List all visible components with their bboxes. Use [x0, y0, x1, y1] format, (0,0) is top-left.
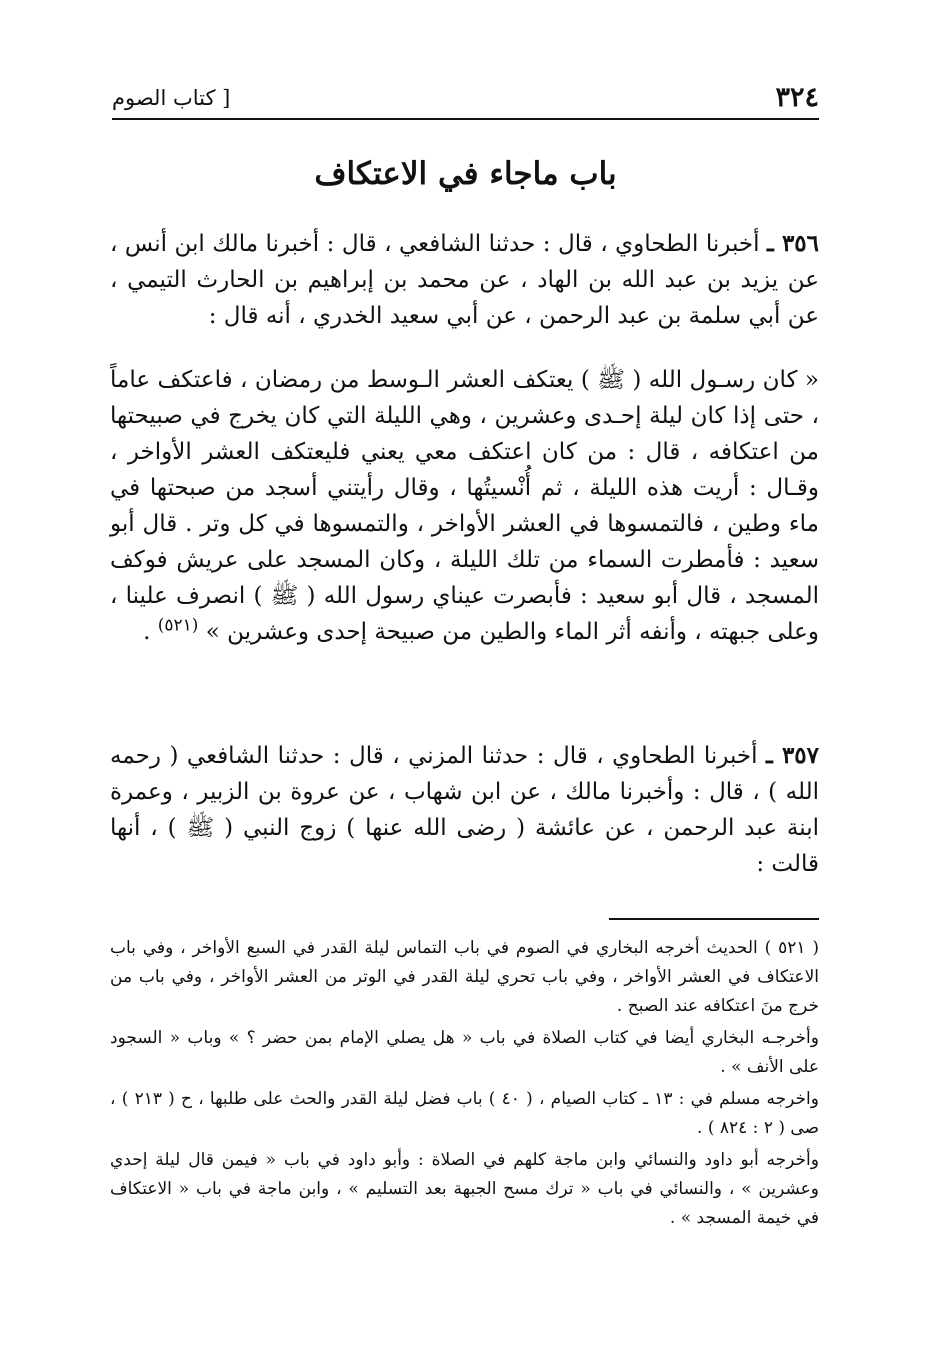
hadith-number: ٣٥٦ ـ	[767, 230, 820, 257]
footnote-reference[interactable]: (٥٢١)	[157, 615, 199, 636]
footnote-521: ( ٥٢١ ) الحديث أخرجه البخاري في الصوم في باب التماس ليلة القدر في السبع الأواخر ، وفي باب الاعتكاف في العشر الأواخر ، وفي باب تحري ليلة القدر في الوتر من العشر الأواخر ، وفي باب من خرج منَ اعتكافه عند الصبح .	[110, 938, 819, 1016]
footnote-separator	[609, 918, 819, 920]
hadith-number: ٣٥٧ ـ	[766, 742, 819, 769]
hadith-356	[110, 226, 819, 334]
matn-text: « كان رسـول الله ( ﷺ ) يعتكف العشر الـوسط من رمضان ، فاعتكف عاماً ، حتى إذا كان ليلة إحـدى وعشرين ، وهي الليلة التي كان يخرج في صبيحتها من اعتكافه ، قال : من كان اعتكف معي يعني فليعتكف العشر الأواخر ، وقـال : أريت هذه الليلة ، ثم أُنْسيتُها ، وقال رأيتني أسجد من صبحتها في ماء وطين ، فالتمسوها في العشر الأواخر ، والتمسوها في كل وتر . قال أبو سعيد : فأمطرت السماء من تلك الليلة ، وكان المسجد على عريش فوكف المسجد ، قال أبو سعيد : فأبصرت عيناي رسول الله ( ﷺ ) انصرف علينا ، وعلى جبهته ، وأنفه أثر الماء والطين من صبيحة إحدى وعشرين »	[110, 367, 819, 645]
page-header	[112, 78, 819, 120]
running-title: [ كتاب الصوم	[112, 86, 231, 110]
footnote-others: وأخرجه أبو داود والنسائي وابن ماجة كلهم في الصلاة : وأبو داود في باب « فيمن قال ليلة إحدي وعشرين » ، والنسائي في باب « ترك مسح الجبهة بعد التسليم » ، وابن ماجة في باب « الاعتكاف في خيمة المسجد » .	[110, 1150, 819, 1228]
hadith-356-matn	[110, 362, 819, 650]
hadith-text: أخبرنا الطحاوي ، قال : حدثنا المزني ، قال : حدثنا الشافعي ( رحمه الله ) ، قال : وأخبرنا مالك ، عن ابن شهاب ، عن عروة بن الزبير ، وعمرة ابنة عبد الرحمن ، عن عائشة ( رضى الله عنها ) زوج النبي ( ﷺ ) ، أنها قالت :	[110, 743, 819, 877]
hadith-357-text	[110, 738, 819, 882]
footnote-muslim: واخرجه مسلم في : ١٣ ـ كتاب الصيام ، ( ٤٠ ) باب فضل ليلة القدر والحث على طلبها ، ح ( ٢١٣ ) ، صى ( ٢ : ٨٢٤ ) .	[110, 1089, 819, 1138]
page-number: ٣٢٤	[775, 82, 819, 113]
chapter-title: باب ماجاء في الاعتكاف	[314, 156, 617, 192]
isnad-text: أخبرنا الطحاوي ، قال : حدثنا الشافعي ، قال : أخبرنا مالك ابن أنس ، عن يزيد بن عبد الله بن الهاد ، عن محمد بن إبراهيم بن الحارث التيمي ، عن أبي سلمة بن عبد الرحمن ، عن أبي سعيد الخدري ، أنه قال :	[110, 231, 819, 329]
footnote-bukhari: وأخرجـه البخاري أيضا في كتاب الصلاة في باب « هل يصلي الإمام بمن حضر ؟ » وباب « السجود على الأنف » .	[110, 1028, 819, 1077]
hadith-356-isnad	[110, 226, 819, 334]
matn-end: .	[143, 619, 158, 645]
footnotes	[110, 934, 819, 1236]
hadith-357	[110, 738, 819, 882]
matn-paragraph	[110, 362, 819, 650]
